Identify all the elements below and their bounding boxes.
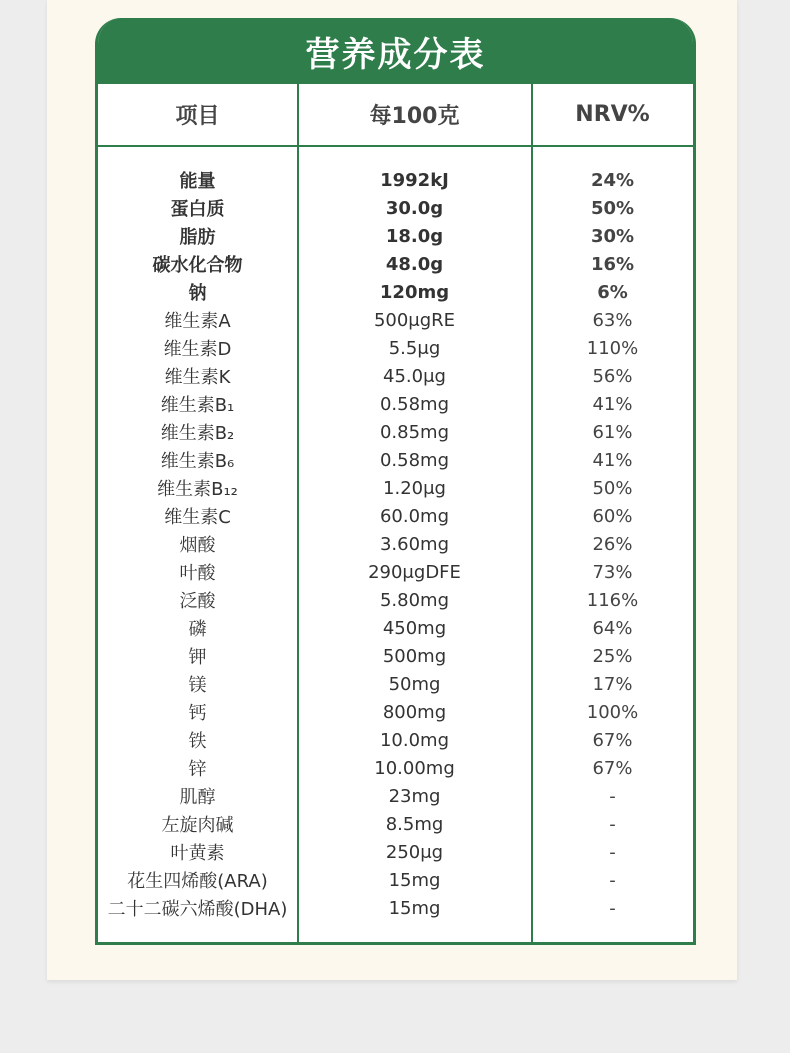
nutrient-nrv: 110% — [586, 337, 639, 359]
nutrient-value: 500mg — [382, 645, 447, 667]
nutrient-value: 10.0mg — [379, 729, 450, 751]
nutrient-value: 15mg — [388, 869, 441, 891]
table-row — [98, 698, 693, 726]
nutrition-table — [95, 18, 696, 945]
table-header-row — [98, 84, 693, 147]
nutrient-name: 脂肪 — [179, 227, 216, 248]
nutrient-nrv: - — [609, 897, 616, 919]
table-row — [98, 754, 693, 782]
nutrient-name: 花生四烯酸(ARA) — [127, 871, 268, 892]
nutrient-value: 800mg — [382, 701, 447, 723]
nutrient-value: 0.85mg — [379, 421, 450, 443]
header-per-100g: 每100克 — [369, 104, 460, 129]
nutrient-name: 泛酸 — [179, 591, 216, 612]
nutrient-nrv: 50% — [590, 197, 635, 219]
table-row — [98, 166, 693, 194]
nutrient-value: 250μg — [385, 841, 444, 863]
nutrient-value: 5.5μg — [388, 337, 441, 359]
nutrient-name: 肌醇 — [179, 787, 216, 808]
nutrient-nrv: 116% — [586, 589, 639, 611]
nutrient-name: 维生素B₂ — [160, 423, 235, 444]
nutrient-value: 8.5mg — [385, 813, 444, 835]
table-row — [98, 670, 693, 698]
table-row — [98, 418, 693, 446]
nutrient-value: 10.00mg — [374, 757, 455, 779]
table-row — [98, 642, 693, 670]
nutrient-value: 500μgRE — [373, 309, 456, 331]
nutrient-name: 钙 — [188, 703, 207, 724]
nutrient-name: 维生素K — [164, 367, 231, 388]
nutrient-name: 蛋白质 — [170, 199, 225, 220]
nutrient-value: 45.0μg — [383, 365, 446, 387]
nutrient-name: 维生素B₁₂ — [157, 479, 238, 500]
nutrient-nrv: 64% — [592, 617, 633, 639]
nutrient-name: 能量 — [179, 171, 216, 192]
nutrient-nrv: 67% — [592, 757, 633, 779]
nutrient-name: 维生素A — [164, 311, 231, 332]
nutrient-value: 120mg — [379, 281, 450, 303]
nutrient-name: 铁 — [188, 731, 207, 752]
table-row — [98, 250, 693, 278]
nutrient-value: 290μgDFE — [368, 561, 461, 583]
nutrient-name: 维生素C — [164, 507, 231, 528]
nutrient-value: 0.58mg — [379, 393, 450, 415]
nutrient-value: 30.0g — [385, 197, 444, 219]
nutrient-nrv: 67% — [592, 729, 633, 751]
table-row — [98, 558, 693, 586]
nutrient-nrv: - — [609, 785, 616, 807]
nutrient-nrv: 61% — [592, 421, 633, 443]
nutrient-nrv: - — [609, 869, 616, 891]
nutrient-value: 48.0g — [385, 253, 444, 275]
nutrient-name: 叶黄素 — [170, 843, 225, 864]
nutrient-nrv: 26% — [592, 533, 633, 555]
header-nrv: NRV% — [575, 102, 650, 127]
table-row — [98, 474, 693, 502]
column-divider — [531, 84, 533, 942]
nutrient-nrv: 24% — [590, 169, 635, 191]
nutrient-value: 60.0mg — [379, 505, 450, 527]
nutrient-value: 0.58mg — [379, 449, 450, 471]
table-row — [98, 614, 693, 642]
nutrient-value: 18.0g — [385, 225, 444, 247]
nutrient-name: 碳水化合物 — [152, 255, 243, 276]
nutrient-nrv: 100% — [586, 701, 639, 723]
nutrient-nrv: - — [609, 813, 616, 835]
nutrient-name: 磷 — [188, 619, 207, 640]
table-body — [98, 147, 693, 922]
nutrient-nrv: 41% — [592, 393, 633, 415]
nutrient-name: 二十二碳六烯酸(DHA) — [107, 899, 288, 920]
nutrient-value: 50mg — [388, 673, 441, 695]
nutrient-value: 23mg — [388, 785, 441, 807]
table-row — [98, 530, 693, 558]
nutrient-nrv: - — [609, 841, 616, 863]
nutrient-value: 1992kJ — [380, 169, 449, 191]
table-row — [98, 390, 693, 418]
column-divider — [297, 84, 299, 942]
table-row — [98, 782, 693, 810]
nutrient-nrv: 30% — [590, 225, 635, 247]
table-row — [98, 446, 693, 474]
nutrient-name: 镁 — [188, 675, 207, 696]
nutrient-name: 钾 — [188, 647, 207, 668]
table-row — [98, 726, 693, 754]
table-row — [98, 306, 693, 334]
nutrient-nrv: 63% — [592, 309, 633, 331]
nutrient-nrv: 60% — [592, 505, 633, 527]
table-row — [98, 894, 693, 922]
nutrient-name: 左旋肉碱 — [161, 815, 234, 836]
nutrient-value: 3.60mg — [379, 533, 450, 555]
header-item: 项目 — [175, 104, 220, 129]
nutrient-name: 钠 — [188, 283, 207, 304]
nutrient-value: 15mg — [388, 897, 441, 919]
nutrient-nrv: 50% — [592, 477, 633, 499]
table-row — [98, 362, 693, 390]
nutrient-nrv: 73% — [592, 561, 633, 583]
nutrient-name: 烟酸 — [179, 535, 216, 556]
nutrient-value: 450mg — [382, 617, 447, 639]
table-row — [98, 222, 693, 250]
nutrient-nrv: 16% — [590, 253, 635, 275]
nutrient-value: 1.20μg — [383, 477, 446, 499]
table-row — [98, 278, 693, 306]
table-row — [98, 810, 693, 838]
table-row — [98, 838, 693, 866]
table-row — [98, 194, 693, 222]
table-title: 营养成分表 — [98, 18, 693, 84]
nutrient-name: 维生素B₆ — [160, 451, 235, 472]
nutrient-nrv: 56% — [592, 365, 633, 387]
table-row — [98, 502, 693, 530]
nutrient-name: 叶酸 — [179, 563, 216, 584]
table-row — [98, 866, 693, 894]
nutrient-nrv: 17% — [592, 673, 633, 695]
nutrient-nrv: 6% — [597, 281, 628, 303]
table-row — [98, 586, 693, 614]
nutrient-nrv: 41% — [592, 449, 633, 471]
nutrient-value: 5.80mg — [379, 589, 450, 611]
nutrient-name: 锌 — [188, 759, 207, 780]
nutrient-name: 维生素B₁ — [160, 395, 235, 416]
nutrient-nrv: 25% — [592, 645, 633, 667]
nutrient-name: 维生素D — [163, 339, 232, 360]
table-row — [98, 334, 693, 362]
